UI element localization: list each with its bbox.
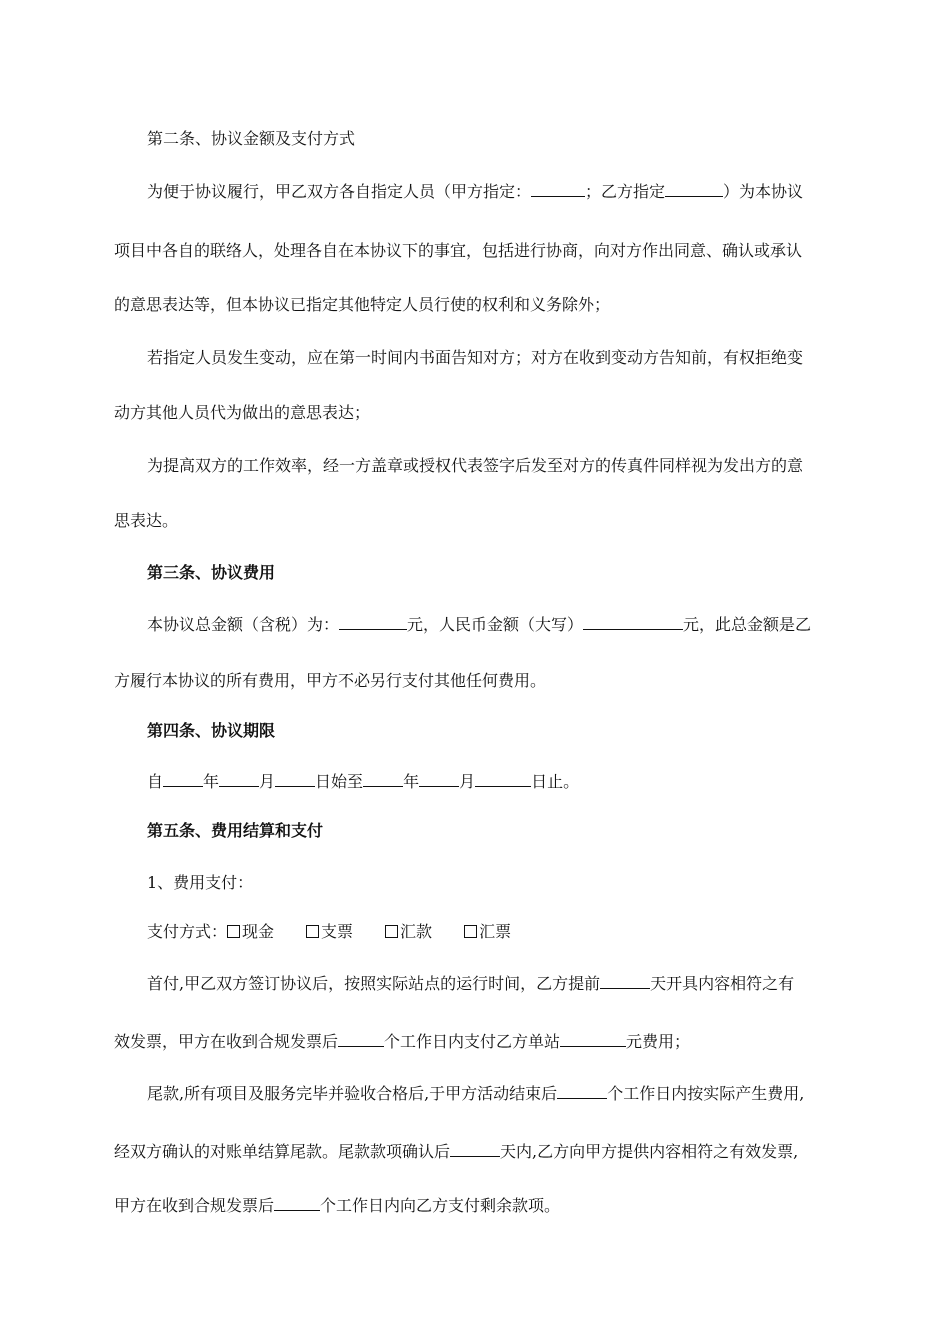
blank-workdays-1 (338, 1030, 384, 1047)
blank-start-day (275, 770, 315, 787)
fee-paragraph-line-1: 本协议总金额（含税）为： 元，人民币金额（大写） 元，此总金额是乙 (147, 615, 812, 634)
fax-paragraph-line-1: 为提高双方的工作效率，经一方盖章或授权代表签字后发至对方的传真件同样视为发出方的意 (147, 456, 804, 475)
checkbox-icon[interactable] (385, 925, 398, 938)
blank-party-b-contact (665, 180, 723, 197)
payment-method-line: 支付方式： 现金 支票 汇款 汇票 (147, 922, 512, 941)
first-payment-line-2: 效发票，甲方在收到合规发票后 个工作日内支付乙方单站 元费用； (114, 1032, 691, 1051)
blank-days-invoice (450, 1140, 500, 1157)
item-1-title: 1、费用支付： (147, 873, 254, 892)
change-paragraph-line-2: 动方其他人员代为做出的意思表达； (114, 403, 371, 422)
blank-end-day (475, 770, 531, 787)
change-paragraph-line-1: 若指定人员发生变动，应在第一时间内书面告知对方；对方在收到变动方告知前，有权拒绝变 (147, 348, 804, 367)
fee-paragraph-line-2: 方履行本协议的所有费用，甲方不必另行支付其他任何费用。 (114, 671, 547, 690)
option-draft[interactable]: 汇票 (464, 922, 511, 941)
option-check[interactable]: 支票 (306, 922, 353, 941)
blank-workdays-2 (557, 1082, 607, 1099)
blank-amount-in-words (583, 613, 683, 630)
section-5-title: 第五条、费用结算和支付 (147, 821, 324, 840)
blank-start-year (163, 770, 203, 787)
section-2-title: 第二条、协议金额及支付方式 (147, 129, 356, 148)
term-line: 自 年 月 日始至 年 月 日止。 (147, 772, 580, 791)
checkbox-icon[interactable] (306, 925, 319, 938)
contact-paragraph-line-1: 为便于协议履行，甲乙双方各自指定人员（甲方指定： ；乙方指定 ）为本协议 (147, 182, 804, 201)
fax-paragraph-line-2: 思表达。 (114, 511, 179, 530)
blank-party-a-contact (531, 180, 585, 197)
final-payment-line-1: 尾款,所有项目及服务完毕并验收合格后,于甲方活动结束后 个工作日内按实际产生费用, (147, 1084, 805, 1103)
blank-end-month (419, 770, 459, 787)
blank-start-month (219, 770, 259, 787)
contact-paragraph-line-3: 的意思表达等，但本协议已指定其他特定人员行使的权利和义务除外； (114, 295, 611, 314)
checkbox-icon[interactable] (227, 925, 240, 938)
first-payment-line-1: 首付,甲乙双方签订协议后，按照实际站点的运行时间，乙方提前 天开具内容相符之有 (147, 974, 795, 993)
checkbox-icon[interactable] (464, 925, 477, 938)
blank-days-advance (600, 972, 650, 989)
blank-end-year (363, 770, 403, 787)
option-remittance[interactable]: 汇款 (385, 922, 432, 941)
blank-single-station-amount (560, 1030, 626, 1047)
final-payment-line-2: 经双方确认的对账单结算尾款。尾款款项确认后 天内,乙方向甲方提供内容相符之有效发票, (114, 1142, 799, 1161)
section-3-title: 第三条、协议费用 (147, 563, 276, 582)
option-cash[interactable]: 现金 (227, 922, 274, 941)
blank-workdays-3 (274, 1194, 320, 1211)
section-4-title: 第四条、协议期限 (147, 721, 276, 740)
blank-total-amount (339, 613, 407, 630)
final-payment-line-3: 甲方在收到合规发票后 个工作日内向乙方支付剩余款项。 (114, 1196, 561, 1215)
contact-paragraph-line-2: 项目中各自的联络人，处理各自在本协议下的事宜，包括进行协商，向对方作出同意、确认或承认 (114, 241, 803, 260)
